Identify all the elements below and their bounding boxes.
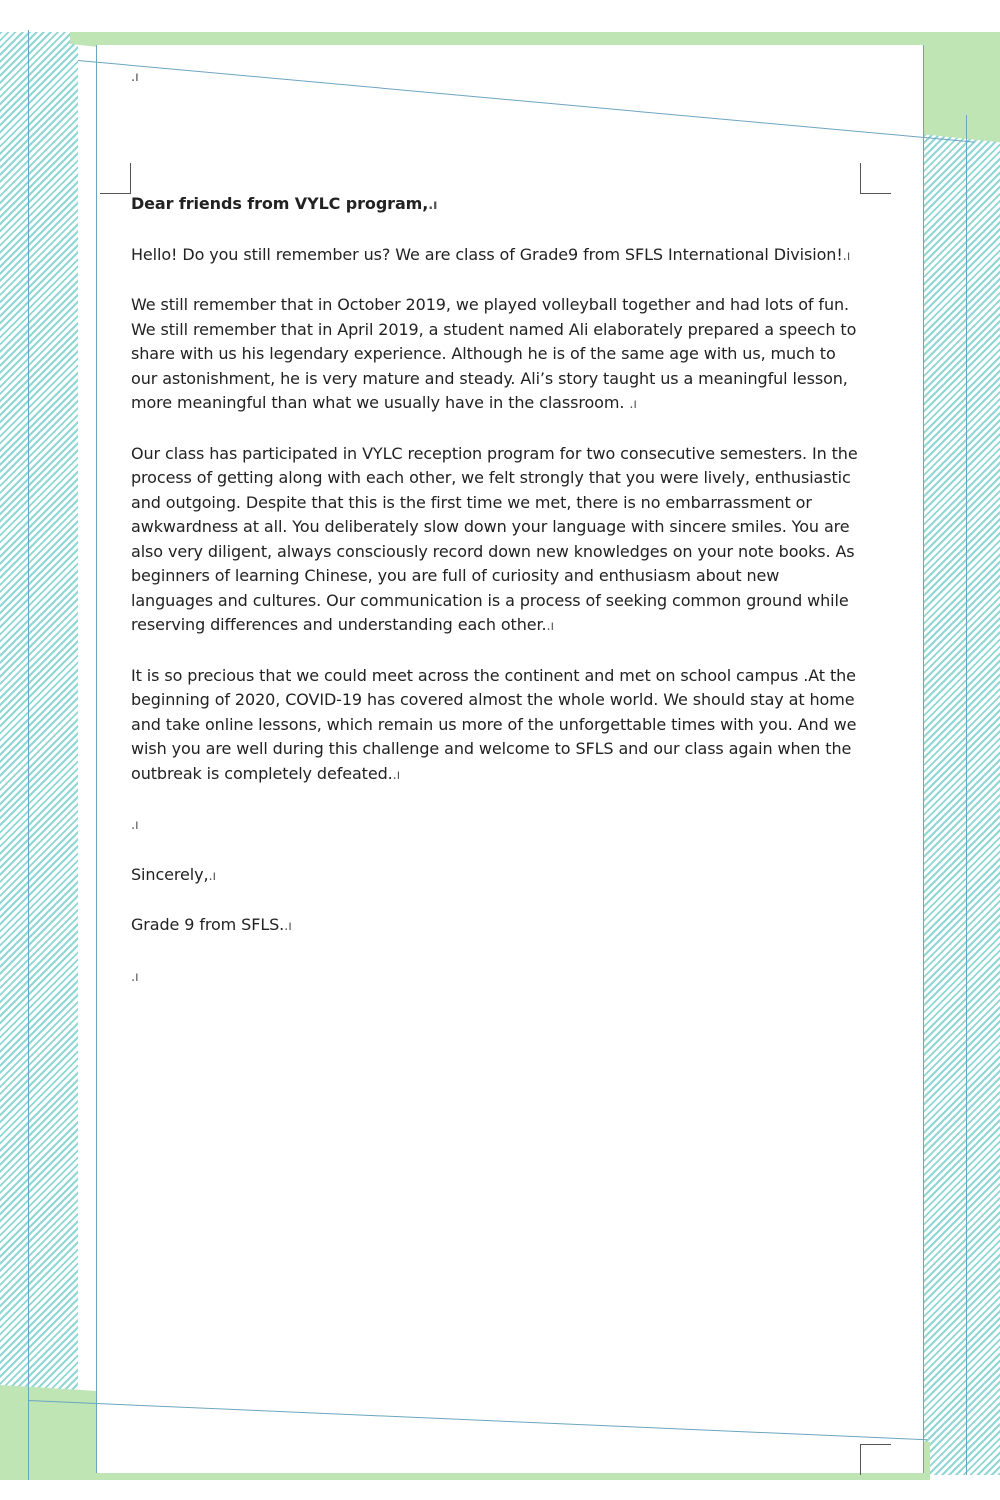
signature-text: Grade 9 from SFLS. xyxy=(131,915,285,934)
letter-body xyxy=(131,192,866,1014)
frame-line-outer-left xyxy=(28,30,29,1480)
paragraph-mark: .ı xyxy=(131,818,139,833)
paragraph-text: It is so precious that we could meet across the continent and met on school campus .At the beginning of 2020, COVID-19 has covered almost the whole world. We should stay at home and take online lessons, which remain us more of the unforgettable times with you. And we wish you are well during this challenge and welcome to SFLS and our class again when the outbreak is completely defeated. xyxy=(131,665,857,783)
letter-closing xyxy=(131,863,866,890)
letter-greeting xyxy=(131,192,866,219)
paragraph-text: Hello! Do you still remember us? We are class of Grade9 from SFLS International Division! xyxy=(131,244,843,264)
paragraph-mark: .ı xyxy=(428,198,438,213)
left-stripe-decoration xyxy=(0,32,78,1472)
letter-paragraph-4 xyxy=(131,664,866,789)
letter-signature xyxy=(131,913,866,940)
paragraph-mark: .ı xyxy=(131,969,139,985)
paragraph-mark: .ı xyxy=(546,619,555,634)
empty-paragraph xyxy=(131,812,866,839)
paragraph-mark: .ı xyxy=(629,397,637,412)
paragraph-mark: .ı xyxy=(284,919,292,934)
frame-line-right xyxy=(923,45,924,1473)
paragraph-text: We still remember that in October 2019, we played volleyball together and had lots of fun. We still remember that in April 2019, a student named Ali elaborately prepared a speech to share with us his legendary experience. Although he is of the same age with us, much to our astonishment, he is very mature and steady. Ali’s story taught us a meaningful lesson, more meaningful than what we usually have in the classroom. xyxy=(131,295,857,412)
paragraph-text: Our class has participated in VYLC reception program for two consecutive semesters. In the process of getting along with each other, we felt strongly that you were lively, enthusiastic and outgoing. Despite that this is the first time we met, there is no embarrassment or awkwardness at all. You deliberately slow down your language with sincere smiles. You are also very diligent, always consciously record down new knowledges on your note books. As beginners of learning Chinese, you are full of curiosity and enthusiasm about new languages and cultures. Our communication is a process of seeking common ground while reserving differences and understanding each other. xyxy=(131,443,858,634)
paragraph-mark: .ı xyxy=(392,767,401,783)
right-stripe-decoration xyxy=(922,115,1000,1475)
letter-paragraph-3 xyxy=(131,442,866,640)
paragraph-mark-top: .ı xyxy=(131,70,139,85)
letter-paragraph-2 xyxy=(131,293,866,418)
paragraph-mark: .ı xyxy=(842,248,851,264)
margin-corner-bottom-right xyxy=(860,1444,891,1475)
letter-paragraph-1 xyxy=(131,243,866,270)
margin-corner-top-right xyxy=(860,163,891,194)
closing-text: Sincerely, xyxy=(131,864,209,884)
frame-line-outer-right xyxy=(966,115,967,1475)
paragraph-mark: .ı xyxy=(208,868,217,884)
greeting-text: Dear friends from VYLC program, xyxy=(131,194,429,213)
frame-line-left xyxy=(96,45,97,1473)
empty-paragraph-end xyxy=(131,964,866,991)
margin-corner-top-left xyxy=(100,163,131,194)
